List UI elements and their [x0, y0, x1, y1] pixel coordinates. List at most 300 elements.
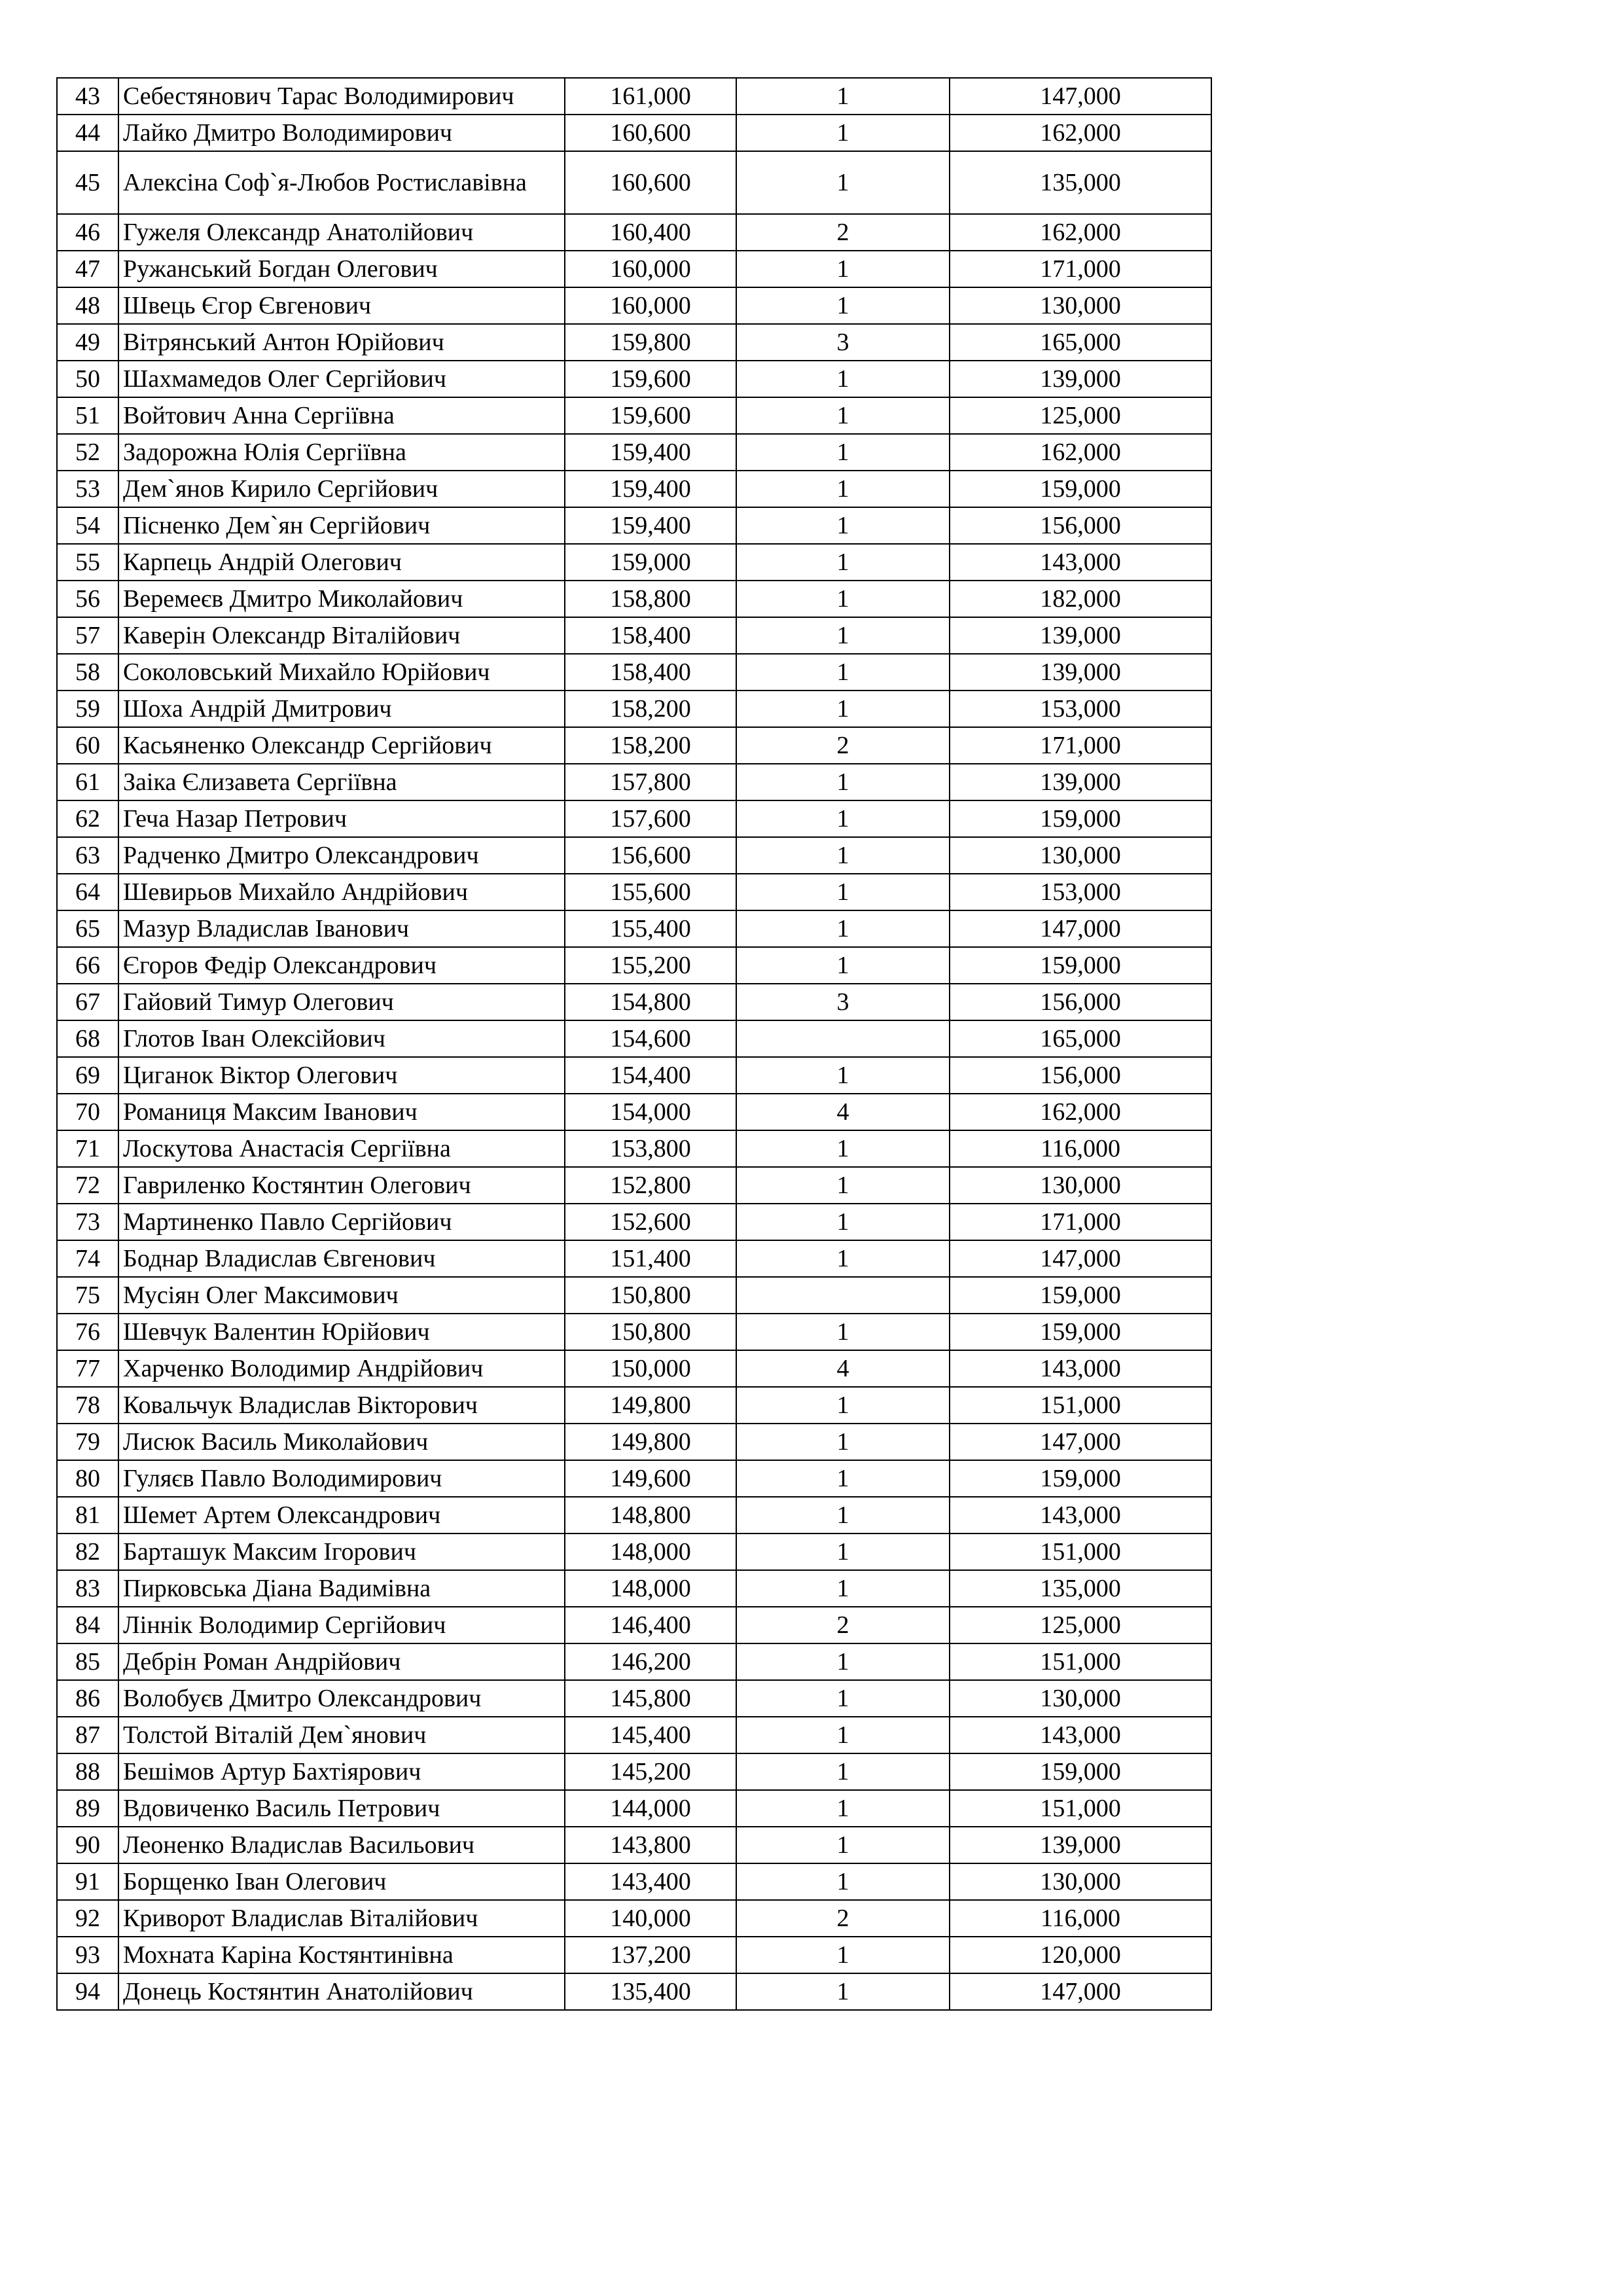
priority-cell: 1: [736, 251, 950, 287]
value-cell: 151,000: [950, 1643, 1211, 1680]
priority-cell: 1: [736, 581, 950, 617]
priority-cell: 2: [736, 1900, 950, 1937]
priority-cell: 4: [736, 1094, 950, 1130]
score-cell: 152,800: [565, 1167, 736, 1204]
table-row: [57, 1497, 1211, 1534]
score-cell: 154,400: [565, 1057, 736, 1094]
value-cell: 130,000: [950, 1863, 1211, 1900]
score-cell: 158,800: [565, 581, 736, 617]
score-cell: 145,200: [565, 1753, 736, 1790]
row-number-cell: 73: [57, 1204, 118, 1240]
row-number-cell: 86: [57, 1680, 118, 1717]
value-cell: 165,000: [950, 1020, 1211, 1057]
table-row: [57, 800, 1211, 837]
value-cell: 162,000: [950, 1094, 1211, 1130]
table-row: [57, 1643, 1211, 1680]
row-number-cell: 71: [57, 1130, 118, 1167]
value-cell: 130,000: [950, 837, 1211, 874]
full-name-cell: Ковальчук Владислав Вікторович: [118, 1387, 565, 1424]
row-number-cell: 84: [57, 1607, 118, 1643]
score-cell: 149,800: [565, 1424, 736, 1460]
full-name-cell: Заіка Єлизавета Сергіївна: [118, 764, 565, 800]
table-row: [57, 507, 1211, 544]
value-cell: 135,000: [950, 1570, 1211, 1607]
score-cell: 159,400: [565, 434, 736, 471]
table-row: [57, 544, 1211, 581]
full-name-cell: Задорожна Юлія Сергіївна: [118, 434, 565, 471]
full-name-cell: Мартиненко Павло Сергійович: [118, 1204, 565, 1240]
full-name-cell: Глотов Іван Олексійович: [118, 1020, 565, 1057]
row-number-cell: 79: [57, 1424, 118, 1460]
score-cell: 159,000: [565, 544, 736, 581]
value-cell: 171,000: [950, 727, 1211, 764]
score-cell: 154,000: [565, 1094, 736, 1130]
priority-cell: 1: [736, 1570, 950, 1607]
full-name-cell: Геча Назар Петрович: [118, 800, 565, 837]
value-cell: 151,000: [950, 1534, 1211, 1570]
table-row: [57, 324, 1211, 361]
score-cell: 155,400: [565, 910, 736, 947]
score-cell: 160,600: [565, 115, 736, 151]
value-cell: 159,000: [950, 800, 1211, 837]
ranking-table: [56, 77, 1212, 2011]
full-name-cell: Шемет Артем Олександрович: [118, 1497, 565, 1534]
value-cell: 159,000: [950, 1460, 1211, 1497]
full-name-cell: Радченко Дмитро Олександрович: [118, 837, 565, 874]
row-number-cell: 49: [57, 324, 118, 361]
priority-cell: 1: [736, 1827, 950, 1863]
priority-cell: 1: [736, 1204, 950, 1240]
table-row: [57, 1753, 1211, 1790]
priority-cell: 1: [736, 691, 950, 727]
priority-cell: 1: [736, 1534, 950, 1570]
priority-cell: 1: [736, 1167, 950, 1204]
row-number-cell: 57: [57, 617, 118, 654]
priority-cell: 1: [736, 800, 950, 837]
table-row: [57, 1900, 1211, 1937]
priority-cell: 1: [736, 507, 950, 544]
row-number-cell: 82: [57, 1534, 118, 1570]
row-number-cell: 52: [57, 434, 118, 471]
priority-cell: 1: [736, 471, 950, 507]
score-cell: 148,000: [565, 1534, 736, 1570]
priority-cell: 1: [736, 1937, 950, 1973]
score-cell: 146,400: [565, 1607, 736, 1643]
score-cell: 149,600: [565, 1460, 736, 1497]
table-row: [57, 1350, 1211, 1387]
table-row: [57, 1204, 1211, 1240]
value-cell: 171,000: [950, 1204, 1211, 1240]
table-row: [57, 764, 1211, 800]
row-number-cell: 80: [57, 1460, 118, 1497]
full-name-cell: Мусіян Олег Максимович: [118, 1277, 565, 1314]
full-name-cell: Шахмамедов Олег Сергійович: [118, 361, 565, 397]
row-number-cell: 88: [57, 1753, 118, 1790]
score-cell: 159,600: [565, 397, 736, 434]
full-name-cell: Лоскутова Анастасія Сергіївна: [118, 1130, 565, 1167]
score-cell: 157,600: [565, 800, 736, 837]
value-cell: 139,000: [950, 617, 1211, 654]
row-number-cell: 67: [57, 984, 118, 1020]
table-row: [57, 727, 1211, 764]
full-name-cell: Веремеєв Дмитро Миколайович: [118, 581, 565, 617]
full-name-cell: Пісненко Дем`ян Сергійович: [118, 507, 565, 544]
table-row: [57, 617, 1211, 654]
priority-cell: 1: [736, 1130, 950, 1167]
value-cell: 135,000: [950, 151, 1211, 214]
score-cell: 160,400: [565, 214, 736, 251]
ranking-table-body: [57, 78, 1211, 2010]
row-number-cell: 69: [57, 1057, 118, 1094]
table-row: [57, 1424, 1211, 1460]
row-number-cell: 94: [57, 1973, 118, 2010]
full-name-cell: Лисюк Василь Миколайович: [118, 1424, 565, 1460]
full-name-cell: Барташук Максим Ігорович: [118, 1534, 565, 1570]
priority-cell: 1: [736, 1057, 950, 1094]
priority-cell: 1: [736, 1973, 950, 2010]
priority-cell: 1: [736, 617, 950, 654]
full-name-cell: Циганок Віктор Олегович: [118, 1057, 565, 1094]
full-name-cell: Гавриленко Костянтин Олегович: [118, 1167, 565, 1204]
priority-cell: 1: [736, 1680, 950, 1717]
priority-cell: [736, 1277, 950, 1314]
row-number-cell: 62: [57, 800, 118, 837]
priority-cell: 1: [736, 361, 950, 397]
score-cell: 137,200: [565, 1937, 736, 1973]
table-row: [57, 1130, 1211, 1167]
priority-cell: 4: [736, 1350, 950, 1387]
row-number-cell: 90: [57, 1827, 118, 1863]
priority-cell: 1: [736, 1753, 950, 1790]
row-number-cell: 76: [57, 1314, 118, 1350]
score-cell: 149,800: [565, 1387, 736, 1424]
priority-cell: 1: [736, 1717, 950, 1753]
value-cell: 153,000: [950, 874, 1211, 910]
priority-cell: 2: [736, 727, 950, 764]
priority-cell: 1: [736, 287, 950, 324]
value-cell: 159,000: [950, 1314, 1211, 1350]
row-number-cell: 92: [57, 1900, 118, 1937]
score-cell: 150,800: [565, 1277, 736, 1314]
full-name-cell: Ружанський Богдан Олегович: [118, 251, 565, 287]
full-name-cell: Гайовий Тимур Олегович: [118, 984, 565, 1020]
table-row: [57, 874, 1211, 910]
score-cell: 161,000: [565, 78, 736, 115]
full-name-cell: Лайко Дмитро Володимирович: [118, 115, 565, 151]
table-row: [57, 947, 1211, 984]
value-cell: 159,000: [950, 471, 1211, 507]
full-name-cell: Касьяненко Олександр Сергійович: [118, 727, 565, 764]
score-cell: 143,800: [565, 1827, 736, 1863]
value-cell: 147,000: [950, 910, 1211, 947]
value-cell: 125,000: [950, 1607, 1211, 1643]
table-row: [57, 1717, 1211, 1753]
table-row: [57, 1534, 1211, 1570]
priority-cell: 1: [736, 947, 950, 984]
full-name-cell: Криворот Владислав Віталійович: [118, 1900, 565, 1937]
priority-cell: 1: [736, 764, 950, 800]
score-cell: 144,000: [565, 1790, 736, 1827]
value-cell: 116,000: [950, 1900, 1211, 1937]
row-number-cell: 65: [57, 910, 118, 947]
row-number-cell: 44: [57, 115, 118, 151]
score-cell: 154,600: [565, 1020, 736, 1057]
value-cell: 162,000: [950, 434, 1211, 471]
table-row: [57, 471, 1211, 507]
score-cell: 143,400: [565, 1863, 736, 1900]
priority-cell: 2: [736, 1607, 950, 1643]
value-cell: 130,000: [950, 1167, 1211, 1204]
full-name-cell: Толстой Віталій Дем`янович: [118, 1717, 565, 1753]
full-name-cell: Карпець Андрій Олегович: [118, 544, 565, 581]
value-cell: 156,000: [950, 507, 1211, 544]
score-cell: 152,600: [565, 1204, 736, 1240]
value-cell: 159,000: [950, 1277, 1211, 1314]
table-row: [57, 361, 1211, 397]
score-cell: 158,200: [565, 691, 736, 727]
priority-cell: 1: [736, 1460, 950, 1497]
full-name-cell: Алексіна Соф`я-Любов Ростиславівна: [118, 151, 565, 214]
table-row: [57, 397, 1211, 434]
table-row: [57, 78, 1211, 115]
row-number-cell: 85: [57, 1643, 118, 1680]
row-number-cell: 54: [57, 507, 118, 544]
table-row: [57, 1680, 1211, 1717]
priority-cell: 2: [736, 214, 950, 251]
full-name-cell: Себестянович Тарас Володимирович: [118, 78, 565, 115]
full-name-cell: Каверін Олександр Віталійович: [118, 617, 565, 654]
row-number-cell: 74: [57, 1240, 118, 1277]
row-number-cell: 75: [57, 1277, 118, 1314]
table-row: [57, 654, 1211, 691]
table-row: [57, 434, 1211, 471]
row-number-cell: 70: [57, 1094, 118, 1130]
full-name-cell: Мазур Владислав Іванович: [118, 910, 565, 947]
value-cell: 130,000: [950, 1680, 1211, 1717]
full-name-cell: Донець Костянтин Анатолійович: [118, 1973, 565, 2010]
full-name-cell: Мохната Каріна Костянтинівна: [118, 1937, 565, 1973]
table-row: [57, 1277, 1211, 1314]
priority-cell: 3: [736, 984, 950, 1020]
value-cell: 139,000: [950, 654, 1211, 691]
value-cell: 159,000: [950, 947, 1211, 984]
score-cell: 145,400: [565, 1717, 736, 1753]
table-row: [57, 837, 1211, 874]
full-name-cell: Борщенко Іван Олегович: [118, 1863, 565, 1900]
row-number-cell: 47: [57, 251, 118, 287]
row-number-cell: 91: [57, 1863, 118, 1900]
full-name-cell: Вдовиченко Василь Петрович: [118, 1790, 565, 1827]
value-cell: 139,000: [950, 1827, 1211, 1863]
value-cell: 151,000: [950, 1387, 1211, 1424]
row-number-cell: 59: [57, 691, 118, 727]
full-name-cell: Волобуєв Дмитро Олександрович: [118, 1680, 565, 1717]
table-row: [57, 1790, 1211, 1827]
row-number-cell: 72: [57, 1167, 118, 1204]
table-row: [57, 214, 1211, 251]
table-row: [57, 1094, 1211, 1130]
row-number-cell: 77: [57, 1350, 118, 1387]
table-row: [57, 287, 1211, 324]
table-row: [57, 151, 1211, 214]
full-name-cell: Бешімов Артур Бахтіярович: [118, 1753, 565, 1790]
full-name-cell: Шоха Андрій Дмитрович: [118, 691, 565, 727]
table-row: [57, 691, 1211, 727]
full-name-cell: Войтович Анна Сергіївна: [118, 397, 565, 434]
priority-cell: 1: [736, 434, 950, 471]
row-number-cell: 61: [57, 764, 118, 800]
row-number-cell: 53: [57, 471, 118, 507]
full-name-cell: Шевирьов Михайло Андрійович: [118, 874, 565, 910]
value-cell: 182,000: [950, 581, 1211, 617]
full-name-cell: Вітрянський Антон Юрійович: [118, 324, 565, 361]
priority-cell: 1: [736, 78, 950, 115]
table-row: [57, 1607, 1211, 1643]
score-cell: 158,400: [565, 617, 736, 654]
priority-cell: 1: [736, 544, 950, 581]
value-cell: 156,000: [950, 984, 1211, 1020]
score-cell: 148,000: [565, 1570, 736, 1607]
row-number-cell: 50: [57, 361, 118, 397]
full-name-cell: Шевчук Валентин Юрійович: [118, 1314, 565, 1350]
table-row: [57, 1937, 1211, 1973]
score-cell: 153,800: [565, 1130, 736, 1167]
value-cell: 147,000: [950, 1424, 1211, 1460]
score-cell: 145,800: [565, 1680, 736, 1717]
row-number-cell: 93: [57, 1937, 118, 1973]
table-row: [57, 1460, 1211, 1497]
score-cell: 146,200: [565, 1643, 736, 1680]
row-number-cell: 81: [57, 1497, 118, 1534]
value-cell: 143,000: [950, 1717, 1211, 1753]
row-number-cell: 43: [57, 78, 118, 115]
score-cell: 156,600: [565, 837, 736, 874]
row-number-cell: 78: [57, 1387, 118, 1424]
full-name-cell: Харченко Володимир Андрійович: [118, 1350, 565, 1387]
value-cell: 147,000: [950, 78, 1211, 115]
score-cell: 158,200: [565, 727, 736, 764]
value-cell: 162,000: [950, 115, 1211, 151]
table-row: [57, 581, 1211, 617]
row-number-cell: 48: [57, 287, 118, 324]
value-cell: 143,000: [950, 1350, 1211, 1387]
score-cell: 155,600: [565, 874, 736, 910]
table-row: [57, 1973, 1211, 2010]
priority-cell: 1: [736, 115, 950, 151]
score-cell: 140,000: [565, 1900, 736, 1937]
value-cell: 165,000: [950, 324, 1211, 361]
table-row: [57, 1240, 1211, 1277]
score-cell: 159,800: [565, 324, 736, 361]
row-number-cell: 63: [57, 837, 118, 874]
row-number-cell: 68: [57, 1020, 118, 1057]
full-name-cell: Гуляєв Павло Володимирович: [118, 1460, 565, 1497]
priority-cell: [736, 1020, 950, 1057]
row-number-cell: 45: [57, 151, 118, 214]
value-cell: 143,000: [950, 1497, 1211, 1534]
row-number-cell: 83: [57, 1570, 118, 1607]
priority-cell: 1: [736, 837, 950, 874]
value-cell: 143,000: [950, 544, 1211, 581]
row-number-cell: 89: [57, 1790, 118, 1827]
table-row: [57, 1827, 1211, 1863]
value-cell: 130,000: [950, 287, 1211, 324]
row-number-cell: 56: [57, 581, 118, 617]
value-cell: 120,000: [950, 1937, 1211, 1973]
row-number-cell: 46: [57, 214, 118, 251]
score-cell: 148,800: [565, 1497, 736, 1534]
row-number-cell: 64: [57, 874, 118, 910]
full-name-cell: Пирковська Діана Вадимівна: [118, 1570, 565, 1607]
full-name-cell: Гужеля Олександр Анатолійович: [118, 214, 565, 251]
priority-cell: 1: [736, 1863, 950, 1900]
table-row: [57, 1570, 1211, 1607]
full-name-cell: Дебрін Роман Андрійович: [118, 1643, 565, 1680]
score-cell: 135,400: [565, 1973, 736, 2010]
score-cell: 151,400: [565, 1240, 736, 1277]
table-row: [57, 1167, 1211, 1204]
full-name-cell: Ліннік Володимир Сергійович: [118, 1607, 565, 1643]
score-cell: 155,200: [565, 947, 736, 984]
priority-cell: 1: [736, 1314, 950, 1350]
score-cell: 159,400: [565, 507, 736, 544]
value-cell: 159,000: [950, 1753, 1211, 1790]
value-cell: 153,000: [950, 691, 1211, 727]
row-number-cell: 55: [57, 544, 118, 581]
priority-cell: 1: [736, 1790, 950, 1827]
priority-cell: 1: [736, 1240, 950, 1277]
full-name-cell: Соколовський Михайло Юрійович: [118, 654, 565, 691]
score-cell: 150,000: [565, 1350, 736, 1387]
full-name-cell: Швець Єгор Євгенович: [118, 287, 565, 324]
score-cell: 159,600: [565, 361, 736, 397]
score-cell: 158,400: [565, 654, 736, 691]
row-number-cell: 66: [57, 947, 118, 984]
full-name-cell: Романиця Максим Іванович: [118, 1094, 565, 1130]
full-name-cell: Леоненко Владислав Васильович: [118, 1827, 565, 1863]
score-cell: 160,600: [565, 151, 736, 214]
row-number-cell: 58: [57, 654, 118, 691]
priority-cell: 1: [736, 1643, 950, 1680]
priority-cell: 1: [736, 397, 950, 434]
score-cell: 160,000: [565, 251, 736, 287]
score-cell: 154,800: [565, 984, 736, 1020]
priority-cell: 1: [736, 654, 950, 691]
value-cell: 147,000: [950, 1973, 1211, 2010]
priority-cell: 1: [736, 874, 950, 910]
value-cell: 139,000: [950, 764, 1211, 800]
priority-cell: 1: [736, 151, 950, 214]
value-cell: 139,000: [950, 361, 1211, 397]
value-cell: 147,000: [950, 1240, 1211, 1277]
value-cell: 156,000: [950, 1057, 1211, 1094]
priority-cell: 1: [736, 1387, 950, 1424]
row-number-cell: 87: [57, 1717, 118, 1753]
row-number-cell: 51: [57, 397, 118, 434]
value-cell: 116,000: [950, 1130, 1211, 1167]
table-row: [57, 115, 1211, 151]
value-cell: 162,000: [950, 214, 1211, 251]
table-row: [57, 1057, 1211, 1094]
score-cell: 157,800: [565, 764, 736, 800]
value-cell: 171,000: [950, 251, 1211, 287]
score-cell: 160,000: [565, 287, 736, 324]
priority-cell: 3: [736, 324, 950, 361]
full-name-cell: Боднар Владислав Євгенович: [118, 1240, 565, 1277]
table-row: [57, 1387, 1211, 1424]
value-cell: 151,000: [950, 1790, 1211, 1827]
row-number-cell: 60: [57, 727, 118, 764]
